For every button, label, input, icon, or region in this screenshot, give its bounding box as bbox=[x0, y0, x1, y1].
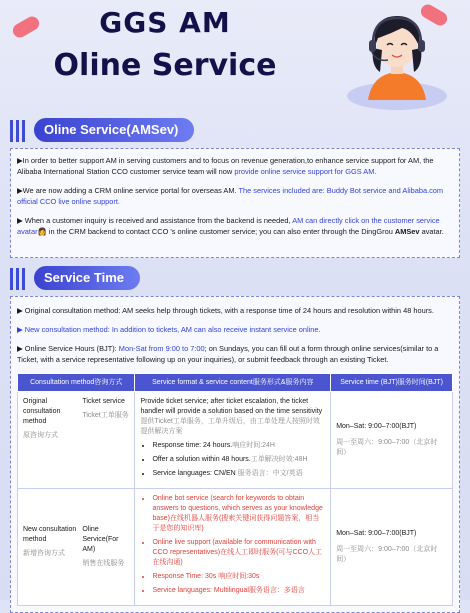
service-time-para-2: ▶ New consultation method: In addition to tickets, AM can also receive instant service online. bbox=[17, 325, 321, 334]
cell-time: Mon–Sat: 9:00–7:00(BJT) 周一至周六：9:00–7:00（北京时间） bbox=[331, 489, 453, 606]
cell-method: Original consultation method 原咨询方式 Ticket service Ticket工单服务 bbox=[18, 392, 135, 489]
customer-service-agent-illustration bbox=[342, 4, 452, 112]
service-time-box bbox=[10, 296, 460, 613]
cell-content: Provide ticket service; after ticket escalation, the ticket handler will provide a solution based on the time sensitivity提供Ticket工单服务，工单升级后，由工单处理人按照时效提供解决方案 • Response time: 24 hours.响应时间:24H • Offer a solution within 48 hours.工单解决时效:48H • Service languages: CN/EN 服务语言：中文/英语 bbox=[135, 392, 331, 489]
online-service-para-1: ▶In order to better support AM in serving customers and to focus on revenue generation,to enhance service support for AM, the Alibaba International Station CCO customer service team will now provide online service support for GGS AM. bbox=[17, 156, 434, 176]
table-row-new bbox=[18, 489, 453, 606]
agent-avatar-icon: 👩 bbox=[37, 227, 47, 236]
list-item: • Online live support (available for communication with CCO representatives)在线人工即时服务(可与CCO人工在线沟通) bbox=[152, 538, 325, 568]
cell-method: New consultation method 新增咨询方式 Oline Service(For AM) 销售在线服务 bbox=[18, 489, 135, 606]
list-item: • Service languages: Multilingual服务语言：多语言 bbox=[152, 586, 325, 596]
col-header-time: Service time (BJT)服务时间(BJT) bbox=[331, 374, 453, 392]
hero-banner bbox=[0, 0, 470, 118]
section-bars-icon bbox=[10, 120, 30, 142]
list-item: • Response time: 24 hours.响应时间:24H bbox=[152, 441, 325, 451]
page-title-line1: GGS AM bbox=[99, 6, 231, 39]
section-title-online-service: Oline Service(AMSev) bbox=[34, 118, 194, 142]
list-item: • Online bot service (search for keywords to obtain answers to questions, which serves as your knowledge base)在线机器人服务(搜索关键词获得问题答案，相当于是您的知识库) bbox=[152, 494, 325, 534]
ticket-service-details bbox=[140, 441, 325, 479]
page-title-line2: Oline Service bbox=[53, 48, 277, 83]
service-time-para-3: ▶ Online Service Hours (BJT): Mon-Sat from 9:00 to 7:00; on Sundays, you can fill out a form through online services(similar to a Ticket, with a service representative following up on your inquiries), or submit feedback through an existing Ticket. bbox=[17, 344, 439, 364]
service-comparison-table bbox=[17, 373, 453, 606]
service-time-para-1: ▶ Original consultation method: AM seeks help through tickets, with a response time of 24 hours and resolution within 48 hours. bbox=[17, 306, 434, 315]
cell-time: Mon–Sat: 9:00–7:00(BJT) 周一至周六：9:00–7:00（北京时间） bbox=[331, 392, 453, 489]
online-service-para-3: ▶ When a customer inquiry is received and assistance from the backend is needed, AM can directly click on the customer service avatar👩 in the CRM backend to contact CCO 's online customer service; you can also enter through the DingGrou AMSev avatar. bbox=[17, 216, 444, 236]
table-row-original bbox=[18, 392, 453, 489]
list-item: • Service languages: CN/EN 服务语言：中文/英语 bbox=[152, 469, 325, 479]
cell-content bbox=[135, 489, 331, 606]
section-bars-icon bbox=[10, 268, 30, 290]
list-item: • Response Time: 30s 响应时间:30s bbox=[152, 572, 325, 582]
section-header-online-service bbox=[10, 118, 460, 144]
online-service-details bbox=[140, 494, 325, 596]
col-header-format: Service format & service content服务形式&服务内容 bbox=[135, 374, 331, 392]
list-item: • Offer a solution within 48 hours.工单解决时效:48H bbox=[152, 455, 325, 465]
section-title-service-time: Service Time bbox=[34, 266, 140, 290]
col-header-method: Consultation method咨询方式 bbox=[18, 374, 135, 392]
section-header-service-time bbox=[10, 266, 460, 292]
online-service-para-2: ▶We are now adding a CRM online service portal for overseas AM. The services included are: Buddy Bot service and Alibaba.com official CCO live online support. bbox=[17, 186, 444, 206]
online-service-info-box bbox=[10, 148, 460, 258]
